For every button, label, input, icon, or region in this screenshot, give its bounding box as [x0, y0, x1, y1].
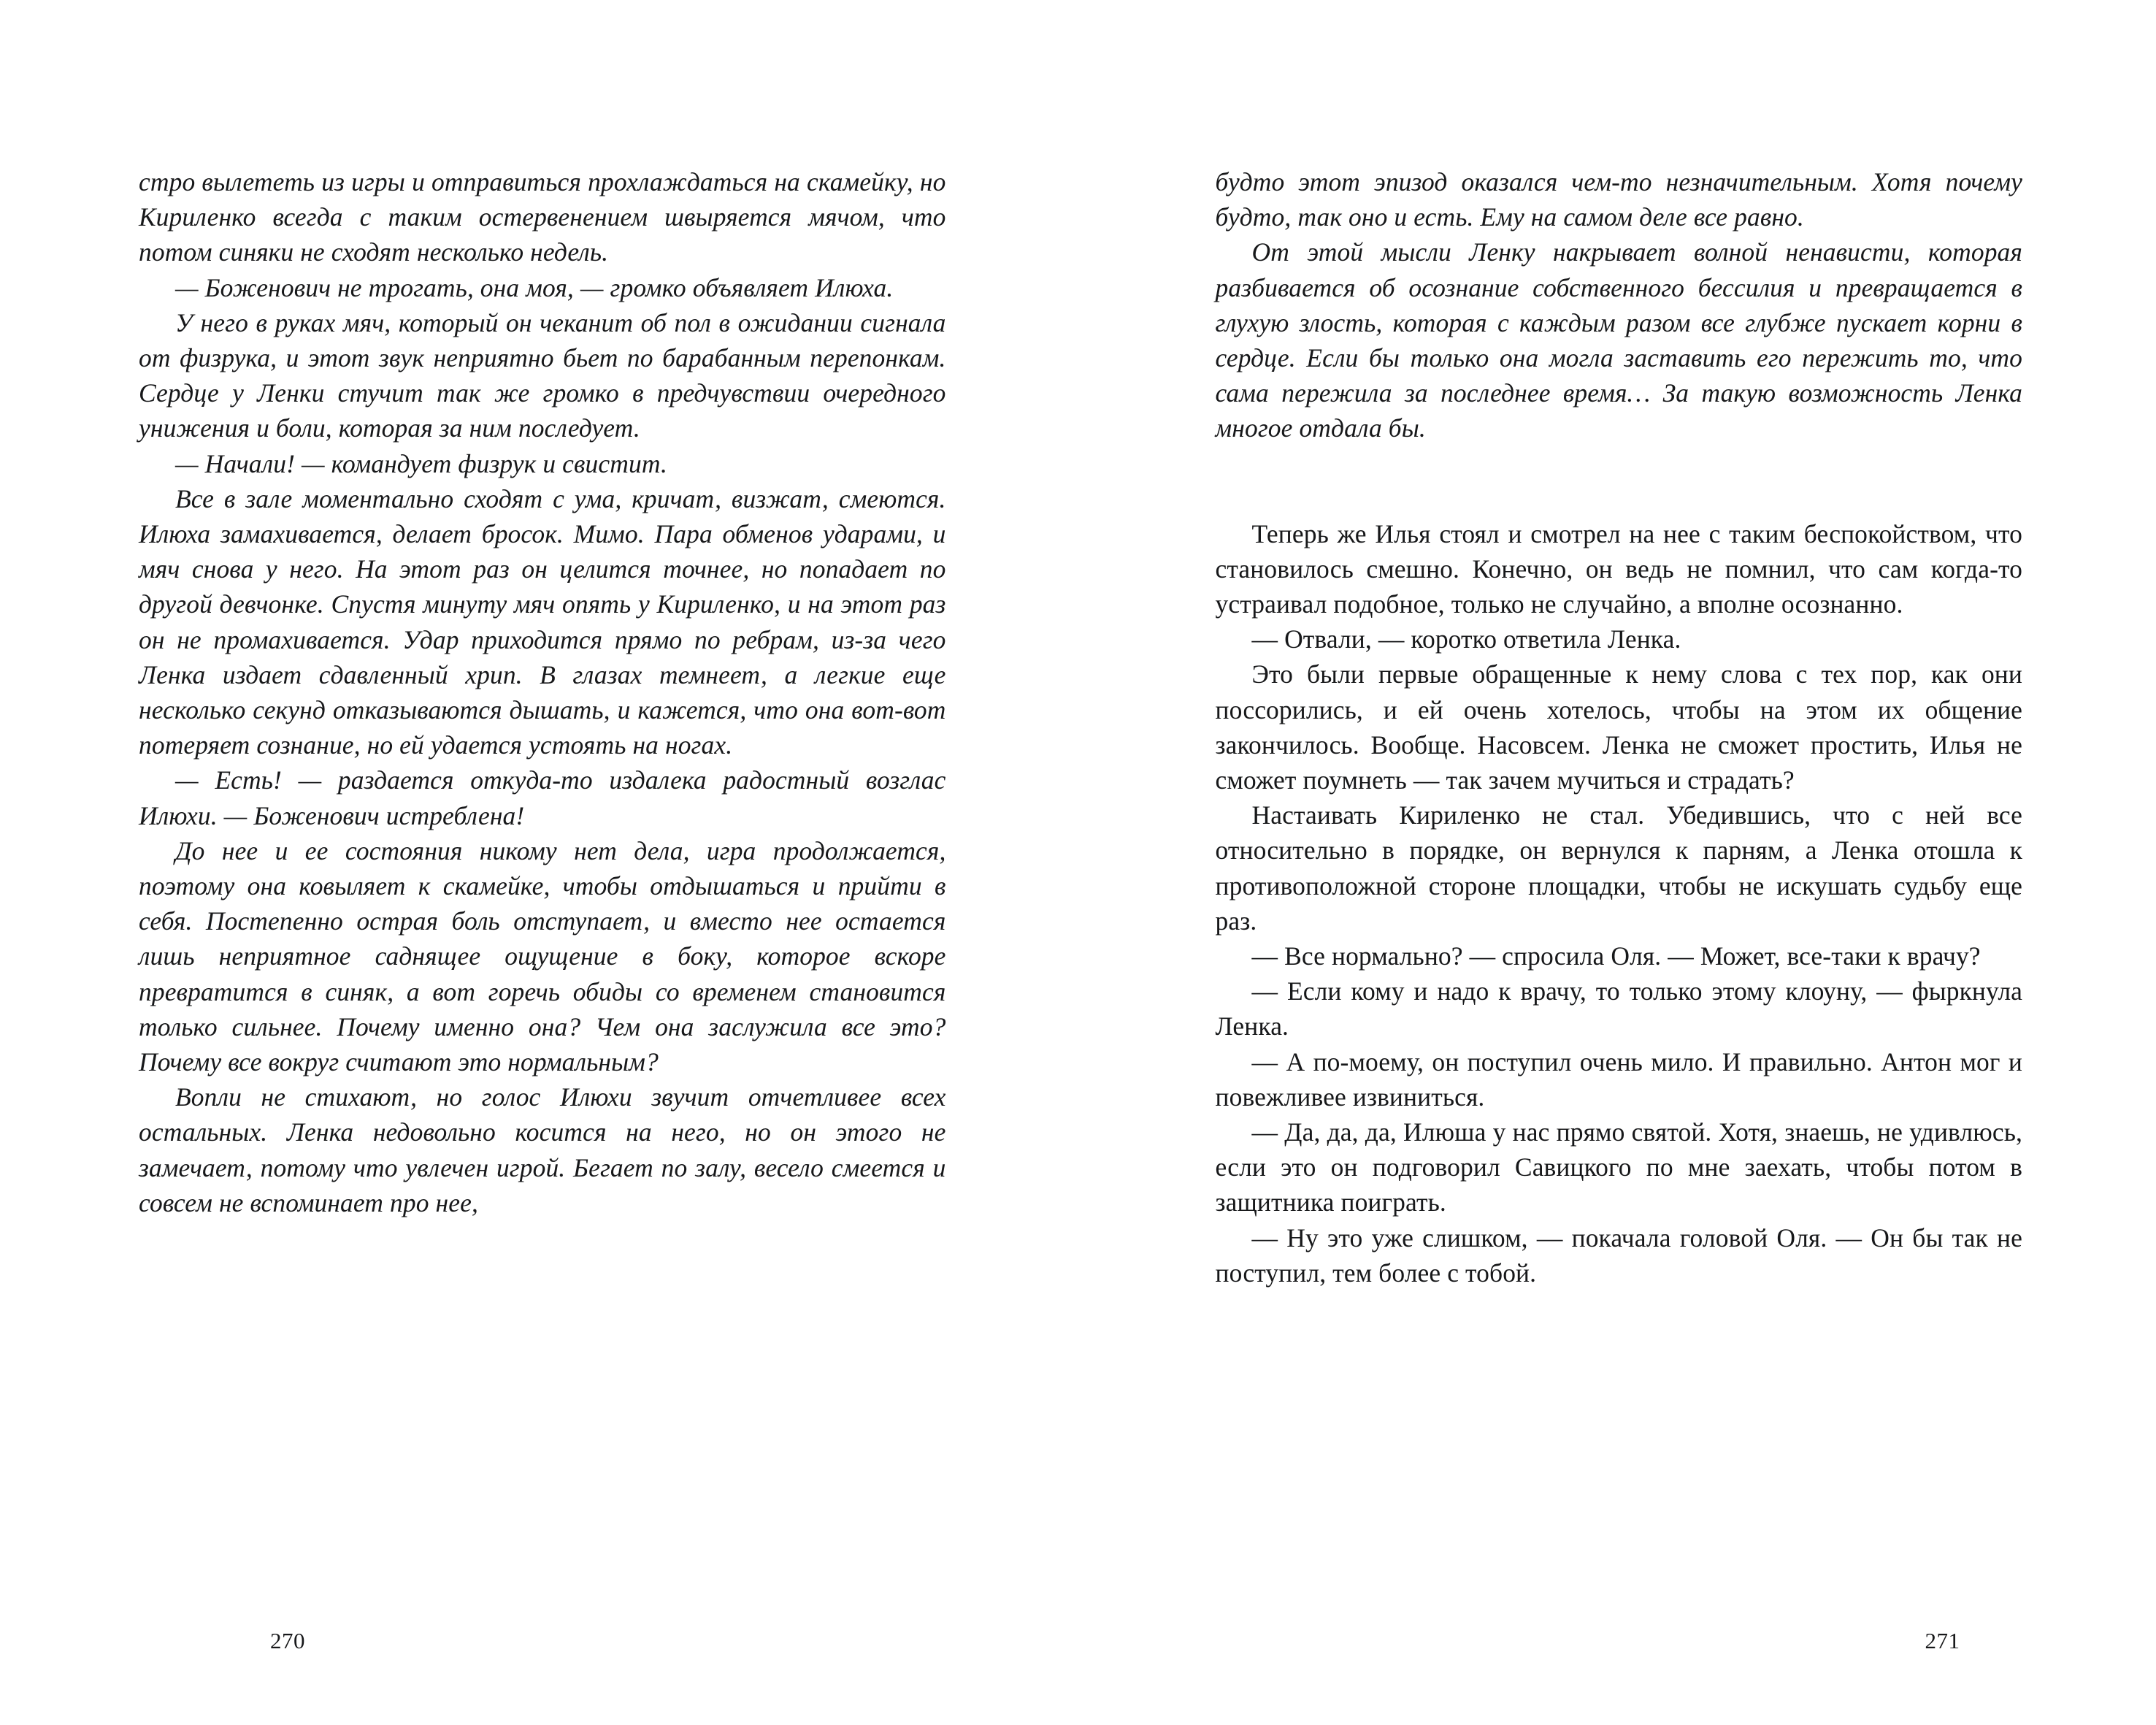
paragraph: — Есть! — раздается откуда-то издалека радостный возглас Илюхи. — Боженович истреблена!	[139, 765, 946, 830]
paragraph: Вопли не стихают, но голос Илюхи звучит отчетливее всех остальных. Ленка недовольно косится на него, но он этого не замечает, потому что увлечен игрой. Бегает по залу, весело смеется и совсем не вспоминает про нее,	[139, 1082, 946, 1217]
paragraph: — Боженович не трогать, она моя, — громко объявляет Илюха.	[175, 272, 894, 302]
paragraph: — Все нормально? — спросила Оля. — Может, все-таки к врачу?	[1251, 941, 1981, 971]
paragraph: У него в руках мяч, который он чеканит об пол в ожидании сигнала от физрука, и этот звук неприятно бьет по барабанным перепонкам. Сердце у Ленки стучит так же громко в предчувствии очередного унижения и боли, которая за ним последует.	[139, 307, 946, 443]
left-page-text-block	[139, 164, 946, 1220]
paragraph: — Отвали, — коротко ответила Ленка.	[1251, 624, 1681, 654]
paragraph: стро вылететь из игры и отправиться прохлаждаться на скамейку, но Кириленко всегда с таким остервенением швыряется мячом, что потом синяки не сходят несколько недель.	[139, 167, 946, 267]
paragraph: Теперь же Илья стоял и смотрел на нее с таким беспокойством, что становилось смешно. Конечно, он ведь не помнил, что сам когда-то устраивал подобное, только не случайно, а вполне осознанно.	[1215, 519, 2022, 619]
paragraph: Настаивать Кириленко не стал. Убедившись, что с ней все относительно в порядке, он вернулся к парням, а Ленка отошла к противоположной стороне площадки, чтобы не искушать судьбу еще раз.	[1215, 800, 2022, 936]
page-number-right: 271	[1925, 1628, 1960, 1653]
paragraph: — А по-моему, он поступил очень мило. И правильно. Антон мог и повежливее извиниться.	[1215, 1047, 2022, 1112]
paragraph: От этой мысли Ленку накрывает волной ненависти, которая разбивается об осознание собственного бессилия и превращается в глухую злость, которая с каждым разом все глубже пускает корни в сердце. Если бы только она могла заставить его пережить то, что сама пережила за последнее время… За такую возможность Ленка многое отдала бы.	[1215, 237, 2022, 443]
paragraph: До нее и ее состояния никому нет дела, игра продолжается, поэтому она ковыляет к скамейке, чтобы отдышаться и прийти в себя. Постепенно острая боль отступает, и вместо нее остается лишь неприятное саднящее ощущение в боку, которое вскоре превратится в синяк, а вот горечь обиды со временем становится только сильнее. Почему именно она? Чем она заслужила все это? Почему все вокруг считают это нормальным?	[139, 835, 946, 1077]
paragraph: Это были первые обращенные к нему слова с тех пор, как они поссорились, и ей очень хотелось, чтобы на этом их общение закончилось. Вообще. Насовсем. Ленка не сможет простить, Илья не сможет поумнеть — так зачем мучиться и страдать?	[1215, 659, 2022, 795]
paragraph: — Если кому и надо к врачу, то только этому клоуну, — фыркнула Ленка.	[1215, 976, 2022, 1041]
page-number-left: 270	[270, 1628, 305, 1653]
page-right	[1078, 0, 2156, 1725]
paragraph: Все в зале моментально сходят с ума, кричат, визжат, смеются. Илюха замахивается, делает бросок. Мимо. Пара обменов ударами, и мяч снова у него. На этот раз он целится точнее, но попадает по другой девчонке. Спустя минуту мяч опять у Кириленко, и на этот раз он не промахивается. Удар приходится прямо по ребрам, из-за чего Ленка издает сдавленный хрип. В глазах темнеет, а легкие еще несколько секунд отказываются дышать, и кажется, что она вот-вот потеряет сознание, но ей удается устоять на ногах.	[139, 483, 946, 760]
paragraph: — Начали! — командует физрук и свистит.	[175, 448, 667, 478]
right-page-text-block	[1216, 164, 2023, 1290]
paragraph: — Да, да, да, Илюша у нас прямо святой. Хотя, знаешь, не удивлюсь, если это он подговорил Савицкого по мне заехать, чтобы потом в защитника поиграть.	[1215, 1117, 2022, 1217]
paragraph: — Ну это уже слишком, — покачала головой Оля. — Он бы так не поступил, тем более с тобой.	[1215, 1223, 2022, 1288]
paragraph: будто этот эпизод оказался чем-то незначительным. Хотя почему будто, так оно и есть. Ему на самом деле все равно.	[1215, 167, 2022, 232]
section-break	[1216, 446, 2023, 516]
